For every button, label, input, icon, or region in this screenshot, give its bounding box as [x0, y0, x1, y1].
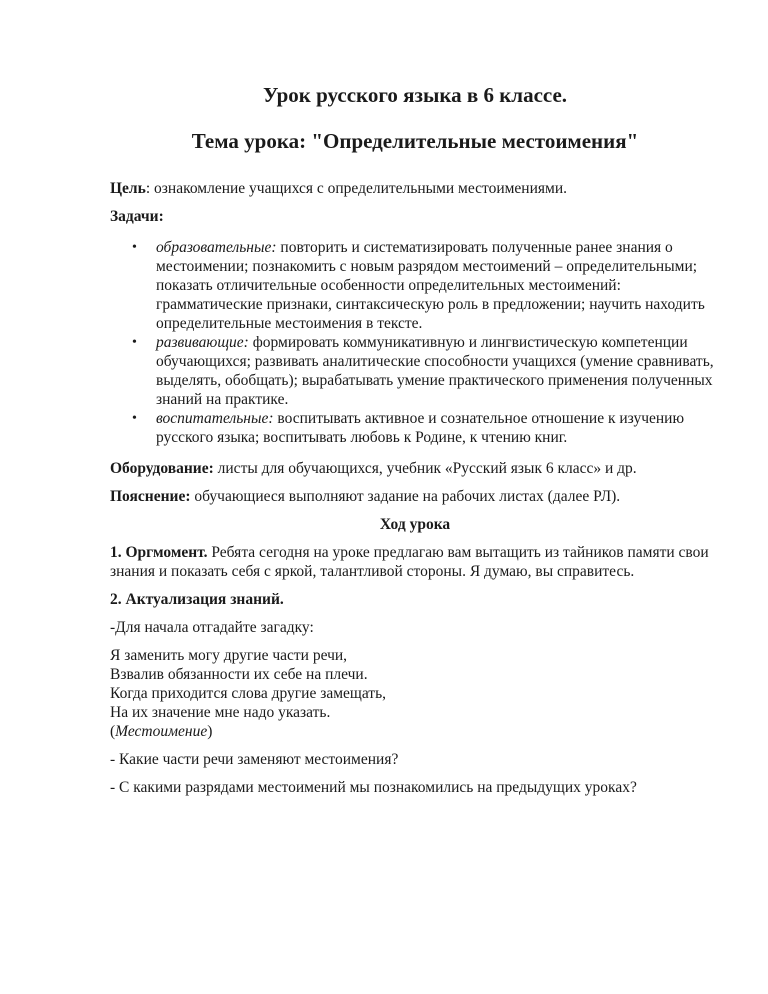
tasks-list	[110, 238, 720, 447]
task-label: развивающие:	[156, 334, 249, 351]
answer-text: Местоимение	[115, 723, 208, 740]
poem-line: Я заменить могу другие части речи,	[110, 647, 348, 664]
list-item	[132, 409, 720, 447]
step1-text: Ребята сегодня на уроке предлагаю вам вытащить из тайников памяти свои знания и показать себя с яркой, талантливой стороны. Я думаю, вы справитесь.	[110, 544, 709, 580]
task-text: формировать коммуникативную и лингвистическую компетенции обучающихся; развивать аналитические способности учащихся (умение сравнивать, выделять, обобщать); вырабатывать умение практического применения полученных знаний на практике.	[156, 334, 714, 408]
equipment-label: Оборудование:	[110, 460, 214, 477]
task-label: образовательные:	[156, 239, 277, 256]
equipment-text: листы для обучающихся, учебник «Русский язык 6 класс» и др.	[213, 460, 637, 477]
question-1: - Какие части речи заменяют местоимения?	[110, 751, 399, 768]
step1-label: 1. Оргмомент.	[110, 544, 208, 561]
page-title: Урок русского языка в 6 классе.	[262, 83, 568, 107]
bullet-icon: •	[132, 240, 137, 255]
equipment-paragraph	[110, 459, 720, 478]
poem-line: Взвалив обязанности их себе на плечи.	[110, 666, 368, 683]
tasks-heading	[110, 207, 720, 226]
lesson-heading: Ход урока	[379, 516, 451, 533]
document-page	[110, 82, 720, 806]
tasks-label: Задачи:	[110, 208, 164, 225]
explanation-label: Пояснение:	[110, 488, 191, 505]
list-item	[132, 333, 720, 409]
riddle-answer	[110, 722, 720, 741]
step1-paragraph	[110, 543, 720, 581]
step2-paragraph	[110, 590, 720, 609]
lesson-topic: Тема урока: "Определительные местоимения"	[191, 129, 639, 153]
answer-open-paren: (	[110, 723, 116, 740]
step2-label: 2. Актуализация знаний.	[110, 591, 284, 608]
question-2: - С какими разрядами местоимений мы познакомились на предыдущих уроках?	[110, 779, 637, 796]
task-text: повторить и систематизировать полученные ранее знания о местоимении; познакомить с новым разрядом местоимений – определительными; показать отличительные особенности определительных местоимений: грамматические признаки, синтаксическую роль в предложении; научить находить определительные местоимения в тексте.	[156, 239, 705, 332]
riddle-intro: -Для начала отгадайте загадку:	[110, 619, 314, 636]
poem-line: На их значение мне надо указать.	[110, 704, 331, 721]
bullet-icon: •	[132, 335, 137, 350]
explanation-text: обучающиеся выполняют задание на рабочих листах (далее РЛ).	[190, 488, 621, 505]
answer-close-paren: )	[207, 723, 213, 740]
goal-label: Цель	[110, 180, 146, 197]
goal-text: : ознакомление учащихся с определительными местоимениями.	[145, 180, 568, 197]
goal-paragraph	[110, 179, 720, 198]
riddle-poem	[110, 646, 720, 741]
list-item	[132, 238, 720, 333]
bullet-icon: •	[132, 411, 137, 426]
poem-line: Когда приходится слова другие замещать,	[110, 685, 387, 702]
task-label: воспитательные:	[156, 410, 274, 427]
explanation-paragraph	[110, 487, 720, 506]
task-text: воспитывать активное и сознательное отношение к изучению русского языка; воспитывать любовь к Родине, к чтению книг.	[156, 410, 685, 446]
